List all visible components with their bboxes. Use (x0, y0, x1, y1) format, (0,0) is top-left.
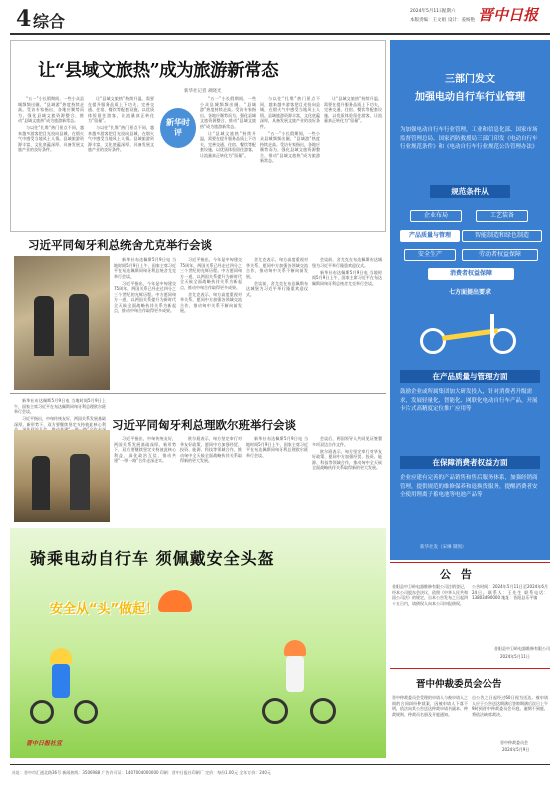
story-2-headline: 习近平同匈牙利总统舍尤克举行会谈 (28, 238, 212, 252)
sidebar-section-1: 规范条件从 (430, 185, 510, 198)
footer-imprint: 社址：晋中市汇通北路36号 新闻热线：3506988 广告许可证：1407004000000 印刷：晋中日报社印刷厂 定价：每份1.00元 全年订价：240元 (12, 770, 271, 775)
tag-process-equipment: 工艺装备 (476, 210, 528, 222)
top-story-col-1 (18, 96, 84, 226)
paragraph: 让“县域文旅热”持续升温，需要在提升服务品质上下功夫，完善交通、住宿、餐饮等配套设施，以优质体验留住游客，让流量真正转化为“留量”。 (88, 96, 154, 123)
top-story-col-4 (260, 96, 320, 226)
story-2-col-3 (246, 257, 308, 391)
notice-1-col-1: 昔阳县中卫岭电器维修有限公司注销登记，经本公司股东会决议，依照《中华人民共和国公司法》的规定，自本公告发布之日起四十五日内，请债权人向本公司申报债权。 (392, 584, 468, 606)
paragraph: 新华社布达佩斯5月9日电 当地时间5月9日上午，国家主席习近平在布达佩斯同匈牙利总统舍尤克举行会谈。 (114, 257, 176, 279)
ebike-illustration (420, 312, 520, 356)
notice-2-col-1: 晋中仲裁委员会受理的申请人与被申请人之间的合同纠纷仲裁案，因被申请人下落不明，依法向其公告送达仲裁申请书副本、仲裁规则、仲裁员名册及开庭通知。 (392, 695, 468, 717)
issue-weekday: 星期六 (442, 9, 456, 14)
helmet-illustration (158, 590, 192, 612)
paragraph: 欧尔班表示，匈方坚定奉行对华友好政策，愿同中方加强经贸、投资、能源、科技等领域合作，推动匈中全天候全面战略伙伴关系取得新的更大发展。 (312, 448, 382, 470)
masthead (0, 0, 560, 38)
story-3-col-2 (114, 436, 176, 522)
sidebar-section-2: 在产品质量与管理方面 (400, 370, 540, 383)
divider (10, 393, 386, 394)
top-story-headline: 让“县域文旅热”成为旅游新常态 (38, 61, 279, 81)
top-story-col-3 (200, 96, 256, 226)
notice-1-title: 公 告 (440, 568, 475, 581)
psa-credit: 晋中日报社宣 (26, 740, 63, 747)
rider-left (30, 648, 100, 728)
sidebar-headline: 加强电动自行车行业管理 (415, 92, 525, 103)
paragraph: 习近平指出，中匈传统友好，两国关系发展基础深厚。新形势下，双方要继续坚定支持彼此核心利益，深化政治互信，推动共建“一带一路”合作走深走实。 (114, 436, 176, 463)
sidebar-section-3-body: 企业应建有完善的产品销售和售后服务体系，加强经销商管理，提供规范的维修保养和退换货服务，提醒消费者安全使用锂离子蓄电池等电池产品等 (400, 475, 538, 498)
sidebar-kicker: 三部门发文 (445, 74, 495, 85)
notice-1-date: 2024年5月11日 (500, 654, 530, 659)
paragraph: 让“县域文旅热”持续升温，需要在提升服务品质上下功夫，完善交通、住宿、餐饮等配套设施，以优质体验留住游客，让流量真正转化为“留量”。 (324, 96, 382, 123)
paragraph: 舍尤克表示，匈方高度重视对华关系，愿同中方加强各领域交流合作，推动匈中关系不断向前发展。 (180, 291, 242, 313)
paragraph: 会谈前，舍尤克在布达佩斯布达城堡为习近平举行隆重欢迎仪式。 (312, 257, 382, 268)
story-3-col-4 (246, 436, 308, 522)
story-2-col-2 (180, 257, 242, 391)
notice-2-date: 2024年5月9日 (502, 747, 530, 752)
paragraph: 习近平指出，今年是中匈建交75周年，两国关系已经走过四分之三个世纪的光辉历程。中方愿同匈方一道，以两国关系提升为新时代全天候全面战略伙伴关系为新起点，推动中匈合作取得更多成果。 (180, 257, 242, 290)
paragraph: 新华社布达佩斯5月9日电 当地时间5月9日上午，国家主席习近平在布达佩斯同匈牙利总理欧尔班举行会谈。 (14, 398, 106, 414)
sidebar-infographic (390, 40, 550, 560)
top-story-col-5 (324, 96, 382, 226)
paragraph: “五一”小长假期间，一些小众县城频频出圈，“县域游”热度持续走高。受访专家指出，各地应顺势而为，强化县域文旅资源整合，推动“县域文旅热”成为旅游新常态。 (260, 130, 320, 163)
story-3-col-3 (180, 436, 242, 522)
notice-1-col-2: 公告时间：2024年5月11日至2024年6月24日。联系人：王先生 联系电话：13803490000 地址：昔阳县乐平镇 (472, 584, 548, 600)
tag-enterprise-layout: 企业布局 (410, 210, 462, 222)
story-2-col-1 (114, 257, 176, 391)
paragraph: 舍尤克表示，匈方高度重视对华关系，愿同中方加强各领域交流合作，推动匈中关系不断向前发展。 (246, 257, 308, 279)
divider (390, 562, 550, 563)
issue-date: 2024年5月11日 (410, 9, 444, 14)
footer-rule (10, 764, 550, 765)
sidebar-section-2-body: 鼓励企业或所属集团加大研发投入，针对消费者升级需求，发展轻量化、智能化、网联化电动自行车产品，开展卡片式高精度定位推广应用等 (400, 389, 538, 412)
paragraph: 与以往“扎堆”热门景点不同，越来越多游客把目光投向县城，在烟火气中感受当地风土人情。县域旅游资源丰富，文化底蕴深厚，具备发展文旅产业的良好条件。 (88, 125, 154, 152)
story-3-headline: 习近平同匈牙利总理欧尔班举行会谈 (112, 418, 296, 432)
designer-credit: 设计：姜杨艳 (448, 18, 475, 23)
sidebar-section-3: 在保障消费者权益方面 (400, 456, 540, 469)
notice-2-col-2: 自公告之日起经过60日视为送达。被申请人应于公告送达期满后答辩期满后次日上午9时到晋中仲裁委员会开庭。逾期不到庭，将依法缺席裁决。 (472, 695, 548, 717)
paragraph: “五一”小长假期间，一些小众县城频频出圈，“县域游”热度持续走高。受访专家指出，各地应顺势而为，强化县域文旅资源整合，推动“县域文旅热”成为旅游新常态。 (18, 96, 84, 123)
paragraph: 让“县域文旅热”持续升温，需要在提升服务品质上下功夫，完善交通、住宿、餐饮等配套设施，以优质体验留住游客，让流量真正转化为“留量”。 (200, 130, 256, 158)
psa-slogan: 安全从“头”做起！ (50, 602, 159, 617)
paragraph: 习近平指出，中匈传统友好，两国关系发展基础深厚。新形势下，双方要继续坚定支持彼此核心利 (14, 416, 106, 427)
psa-headline: 骑乘电动自行车 须佩戴安全头盔 (30, 549, 275, 568)
tag-seven-aspects: 七方面提出要求 (448, 289, 491, 296)
paragraph: 习近平指出，今年是中匈建交75周年，两国关系已经走过四分之三个世纪的光辉历程。中方愿同匈方一道，以两国关系提升为新时代全天候全面战略伙伴关系为新起点，推动中匈合作取得更多成果。 (114, 280, 176, 313)
paragraph: 会谈前，舍尤克在布达佩斯布达城堡为习近平举行隆重欢迎仪式。 (246, 280, 308, 297)
paragraph: 与以往“扎堆”热门景点不同，越来越多游客把目光投向县城，在烟火气中感受当地风土人情。县域旅游资源丰富，文化底蕴深厚，具备发展文旅产业的良好条件。 (18, 125, 84, 152)
tag-safe-production: 安全生产 (404, 249, 456, 261)
story-2-col-4 (312, 257, 382, 391)
tag-worker-rights: 劳动者权益保障 (462, 249, 538, 261)
sidebar-credit: 新华社发（宋琳 制图） (420, 545, 467, 550)
tag-quality-management: 产品质量与管理 (400, 230, 460, 242)
notice-2-title: 晋中仲裁委员会公告 (416, 679, 502, 690)
paragraph: 与以往“扎堆”热门景点不同，越来越多游客把目光投向县城，在烟火气中感受当地风土人情。县域旅游资源丰富，文化底蕴深厚，具备发展文旅产业的良好条件。 (260, 96, 320, 129)
page-number: 4 (16, 6, 32, 32)
tag-consumer-rights: 消费者权益保障 (428, 268, 514, 280)
divider (390, 668, 550, 669)
paragraph: 新华社布达佩斯5月9日电 当地时间5月9日上午，国家主席习近平在布达佩斯同匈牙利总理欧尔班举行会谈。 (246, 436, 308, 458)
sidebar-intro: 为加强电动自行车行业管理，工业和信息化部、国家市场监督管理总局、国家消防救援局三部门印发《电动自行车行业规范条件》和《电动自行车行业规范公告管理办法》 (400, 127, 538, 150)
masthead-rule (10, 33, 550, 35)
notice-1-signature: 昔阳县中卫岭电器维修有限公司 (494, 646, 550, 651)
psa-banner (10, 528, 386, 758)
paper-logo: 晋中日报 (478, 6, 539, 24)
notice-2-signature: 晋中仲裁委员会 (500, 740, 528, 745)
paragraph: 会谈后，两国领导人共同见证签署多项双边合作文件。 (312, 436, 382, 447)
paragraph: “五一”小长假期间，一些小众县城频频出圈，“县域游”热度持续走高。受访专家指出，各地应顺势而为，强化县域文旅资源整合，推动“县域文旅热”成为旅游新常态。 (200, 96, 256, 129)
tag-smart-green-manufacturing: 智能制造和绿色制造 (462, 230, 542, 242)
rider-right (260, 640, 340, 730)
section-label: 综合 (33, 12, 66, 31)
paragraph: 欧尔班表示，匈方坚定奉行对华友好政策，愿同中方加强经贸、投资、能源、科技等领域合作，推动匈中全天候全面战略伙伴关系取得新的更大发展。 (180, 436, 242, 463)
story-2-photo (14, 256, 110, 390)
xinhua-comment-badge-text: 新华时评 (166, 118, 190, 137)
editor-credit: 本版责编：王文娟 (410, 18, 446, 23)
story-3-photo (14, 430, 110, 522)
paragraph: 新华社布达佩斯5月9日电 当地时间5月9日上午，国家主席习近平在布达佩斯同匈牙利总统舍尤克举行会谈。 (312, 269, 382, 286)
top-story-col-2 (88, 96, 154, 226)
top-story-byline: 新华社记者 胡晓光 (184, 89, 222, 94)
story-3-col-5 (312, 436, 382, 522)
